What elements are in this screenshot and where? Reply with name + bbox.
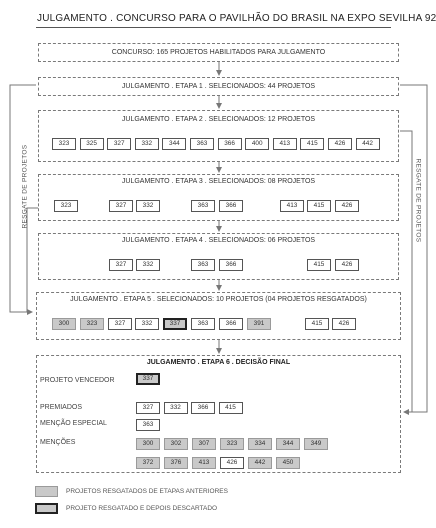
etapa-3-cell-363: 363 [191, 200, 215, 212]
stage-etapa-4 [38, 233, 399, 280]
mencao-cell-302: 302 [164, 438, 188, 450]
etapa-2-cell-413: 413 [273, 138, 297, 150]
etapa-2-cell-344: 344 [162, 138, 186, 150]
etapa-2-cell-327: 327 [107, 138, 131, 150]
stage-concurso-label: CONCURSO: 165 PROJETOS HABILITADOS PARA JULGAMENTO [111, 49, 326, 56]
etapa-5-cell-391: 391 [247, 318, 271, 330]
final-row-label-mencao-especial: MENÇÃO ESPECIAL [40, 420, 107, 427]
mencao-cell-300: 300 [136, 438, 160, 450]
etapa-4-cell-327: 327 [109, 259, 133, 271]
etapa-5-cell-426: 426 [332, 318, 356, 330]
stage-etapa-2-label: JULGAMENTO . ETAPA 2 . SELECIONADOS: 12 PROJETOS [121, 116, 316, 123]
etapa-5-cell-366: 366 [219, 318, 243, 330]
vencedor-cell-337: 337 [136, 373, 160, 385]
etapa-5-cell-300: 300 [52, 318, 76, 330]
stage-etapa-1 [38, 77, 399, 96]
etapa-2-cell-323: 323 [52, 138, 76, 150]
etapa-5-cell-323: 323 [80, 318, 104, 330]
page-title: JULGAMENTO . CONCURSO PARA O PAVILHÃO DO BRASIL NA EXPO SEVILHA 92 [37, 13, 436, 24]
etapa-2-cell-400: 400 [245, 138, 269, 150]
etapa-5-cell-337: 337 [163, 318, 187, 330]
mencao-cell-323: 323 [220, 438, 244, 450]
mencao-cell-442: 442 [248, 457, 272, 469]
stage-etapa-2 [38, 110, 399, 162]
etapa-2-cell-415: 415 [300, 138, 324, 150]
rescue-inner-right [400, 131, 412, 412]
etapa-3-cell-426: 426 [335, 200, 359, 212]
etapa-5-cell-415: 415 [305, 318, 329, 330]
stage-etapa-1-label: JULGAMENTO . ETAPA 1 . SELECIONADOS: 44 PROJETOS [121, 83, 316, 90]
final-row-label-mencoes: MENÇÕES [40, 439, 76, 446]
premiado-cell-366: 366 [191, 402, 215, 414]
etapa-2-cell-363: 363 [190, 138, 214, 150]
etapa-3-cell-332: 332 [136, 200, 160, 212]
mencao-cell-426: 426 [220, 457, 244, 469]
etapa-3-cell-413: 413 [280, 200, 304, 212]
mencao-especial-cell-363: 363 [136, 419, 160, 431]
etapa-4-cell-426: 426 [335, 259, 359, 271]
mencao-cell-372: 372 [136, 457, 160, 469]
legend-swatch-discarded [35, 503, 58, 514]
etapa-2-cell-442: 442 [356, 138, 380, 150]
rescue-outer-right [400, 85, 427, 412]
etapa-3-cell-415: 415 [307, 200, 331, 212]
premiado-cell-415: 415 [219, 402, 243, 414]
etapa-5-cell-332: 332 [135, 318, 159, 330]
etapa-4-cell-415: 415 [307, 259, 331, 271]
stage-etapa-4-label: JULGAMENTO . ETAPA 4 . SELECIONADOS: 06 PROJETOS [121, 237, 316, 244]
stage-concurso [38, 43, 399, 62]
side-label-right: RESGATE DE PROJETOS [414, 158, 422, 243]
etapa-2-cell-426: 426 [328, 138, 352, 150]
premiado-cell-332: 332 [164, 402, 188, 414]
stage-final-label: JULGAMENTO . ETAPA 6 . DECISÃO FINAL [146, 359, 291, 366]
stage-etapa-3 [38, 174, 399, 221]
etapa-3-cell-327: 327 [109, 200, 133, 212]
mencao-cell-349: 349 [304, 438, 328, 450]
side-label-left: RESGATE DE PROJETOS [21, 144, 29, 229]
mencao-cell-344: 344 [276, 438, 300, 450]
etapa-2-cell-366: 366 [218, 138, 242, 150]
final-row-label-premiados: PREMIADOS [40, 404, 83, 411]
etapa-5-cell-363: 363 [191, 318, 215, 330]
stage-etapa-5-label: JULGAMENTO . ETAPA 5 . SELECIONADOS: 10 PROJETOS (04 PROJETOS RESGATADOS) [70, 296, 367, 303]
legend-text-rescued: PROJETOS RESGATADOS DE ETAPAS ANTERIORES [66, 488, 228, 495]
final-row-label-vencedor: PROJETO VENCEDOR [40, 377, 115, 384]
etapa-5-cell-327: 327 [108, 318, 132, 330]
etapa-4-cell-363: 363 [191, 259, 215, 271]
mencao-cell-376: 376 [164, 457, 188, 469]
legend-swatch-rescued [35, 486, 58, 497]
mencao-cell-307: 307 [192, 438, 216, 450]
mencao-cell-413: 413 [192, 457, 216, 469]
stage-etapa-3-label: JULGAMENTO . ETAPA 3 . SELECIONADOS: 08 PROJETOS [121, 178, 316, 185]
legend-text-discarded: PROJETO RESGATADO E DEPOIS DESCARTADO [66, 505, 218, 512]
premiado-cell-327: 327 [136, 402, 160, 414]
mencao-cell-334: 334 [248, 438, 272, 450]
etapa-4-cell-332: 332 [136, 259, 160, 271]
etapa-3-cell-323: 323 [54, 200, 78, 212]
etapa-3-cell-366: 366 [219, 200, 243, 212]
etapa-2-cell-332: 332 [135, 138, 159, 150]
etapa-2-cell-325: 325 [80, 138, 104, 150]
mencao-cell-450: 450 [276, 457, 300, 469]
stage-final [36, 355, 401, 473]
stage-etapa-5 [36, 292, 401, 340]
etapa-4-cell-366: 366 [219, 259, 243, 271]
